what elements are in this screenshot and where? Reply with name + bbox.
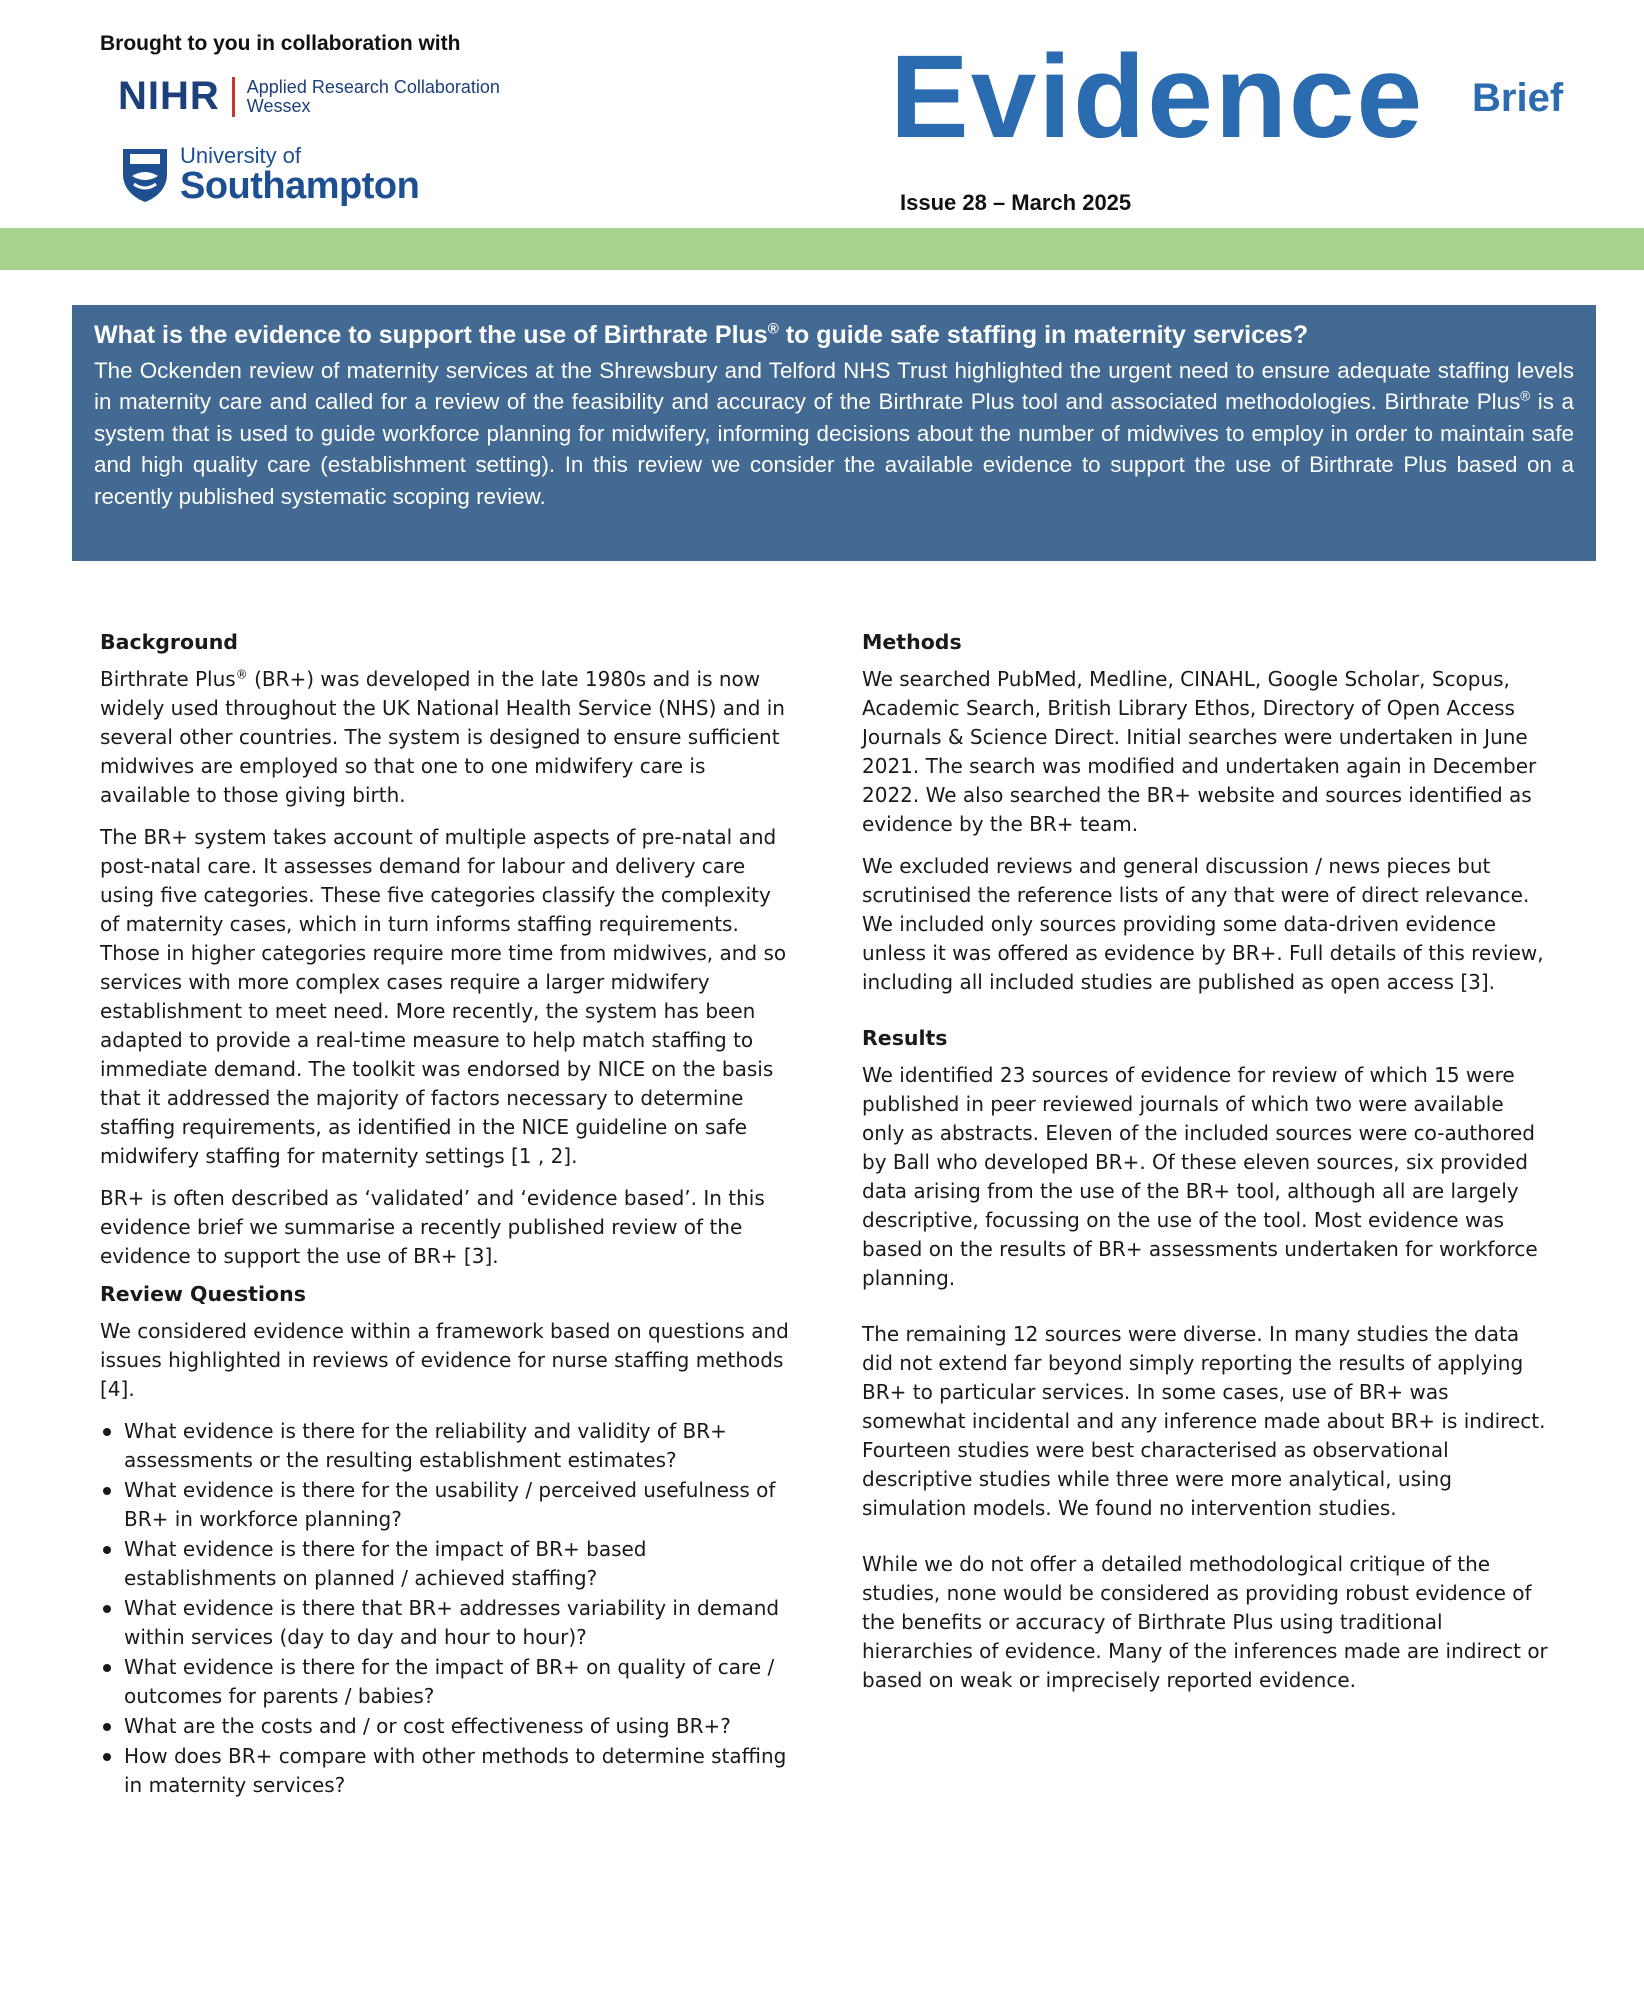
background-paragraph-3: BR+ is often described as ‘validated’ and ‘evidence based’. In this evidence brief we summarise a recently published review of the evidence to support the use of BR+ [3]. <box>100 1186 765 1268</box>
intro-paragraph-part1: The Ockenden review of maternity services at the Shrewsbury and Telford NHS Trust highlighted the urgent need to ensure adequate staffing levels in maternity care and called for a review of the feasibility and accuracy of the Birthrate Plus tool and associated methodologies. Birthrate Plus <box>94 358 1574 415</box>
right-column <box>862 628 1552 1708</box>
registered-mark: ® <box>767 320 779 338</box>
question-text: What evidence is there that BR+ addresses variability in demand within services (day to day and hour to hour)? <box>124 1596 780 1649</box>
question-text: What evidence is there for the impact of BR+ based establishments on planned / achieved staffing? <box>124 1537 647 1590</box>
results-paragraph-1: We identified 23 sources of evidence for review of which 15 were published in peer reviewed journals of which two were available only as abstracts. Eleven of the included sources were co-authored by Ball who developed BR+. Of these eleven sources, six provided data arising from the use of the BR+ tool, although all are largely descriptive, focussing on the use of the tool. Most evidence was based on the results of BR+ assessments undertaken for workforce planning. <box>862 1063 1538 1290</box>
results-paragraph-3: While we do not offer a detailed methodological critique of the studies, none would be considered as providing robust evidence of the benefits or accuracy of Birthrate Plus using traditional hierarchies of evidence. Many of the inferences made are indirect or based on weak or imprecisely reported evidence. <box>862 1552 1548 1692</box>
bg-p1-part1: Birthrate Plus <box>100 667 236 691</box>
spacer <box>862 1306 1552 1320</box>
university-crest-icon <box>120 146 170 204</box>
nihr-logo <box>118 74 500 119</box>
results-paragraph-2: The remaining 12 sources were diverse. In many studies the data did not extend far beyond simply reporting the results of applying BR+ to particular services. In some cases, use of BR+ was somewhat incidental and any inference made about BR+ is indirect. Fourteen studies were best characterised as observational descriptive studies while three were more analytical, using simulation models. We found no intervention studies. <box>862 1322 1546 1520</box>
nihr-subtitle-line2: Wessex <box>246 95 311 116</box>
question-text: What evidence is there for the reliability and validity of BR+ assessments or the resulting establishment estimates? <box>124 1419 727 1472</box>
bullet-icon <box>103 1546 111 1554</box>
intro-paragraph <box>94 355 1574 512</box>
nihr-subtitle <box>247 78 500 116</box>
header-divider-bar <box>0 228 1644 270</box>
results-heading: Results <box>862 1026 948 1050</box>
methods-paragraph-1: We searched PubMed, Medline, CINAHL, Google Scholar, Scopus, Academic Search, British Library Ethos, Directory of Open Access Journals & Science Direct. Initial searches were undertaken in June 2021. The search was modified and undertaken again in December 2022. We also searched the BR+ website and sources identified as evidence by the BR+ team. <box>862 667 1537 836</box>
title-evidence: Evidence <box>890 31 1425 163</box>
methods-paragraph-2: We excluded reviews and general discussion / news pieces but scrutinised the reference lists of any that were of direct relevance. We included only sources providing some data-driven evidence unless it was offered as evidence by BR+. Full details of this review, including all included studies are published as open access [3]. <box>862 854 1544 994</box>
registered-mark: ® <box>1520 388 1531 404</box>
title-brief: Brief <box>1472 76 1564 120</box>
bullet-icon <box>103 1664 111 1672</box>
left-column <box>100 628 790 1801</box>
list-item <box>100 1476 790 1534</box>
university-name: Southampton <box>180 165 420 207</box>
bg-p1-part2: (BR+) was developed in the late 1980s and is now widely used throughout the UK National Health Service (NHS) and in several other countries. The system is designed to ensure sufficient midwives are employed so that one to one midwifery care is available to those giving birth. <box>100 667 785 807</box>
registered-mark: ® <box>235 667 248 682</box>
list-item <box>100 1417 790 1475</box>
spacer <box>862 1010 1552 1024</box>
issue-label: Issue 28 – March 2025 <box>900 190 1132 215</box>
intro-question-part2: to guide safe staffing in maternity services? <box>778 321 1309 349</box>
question-text: What are the costs and / or cost effectiveness of using BR+? <box>124 1714 731 1738</box>
intro-question-part1: What is the evidence to support the use of Birthrate Plus <box>94 321 768 349</box>
nihr-subtitle-line1: Applied Research Collaboration <box>246 76 500 97</box>
list-item <box>100 1535 790 1593</box>
question-text: How does BR+ compare with other methods to determine staffing in maternity services? <box>124 1744 787 1797</box>
bullet-icon <box>103 1723 111 1731</box>
bullet-icon <box>103 1487 111 1495</box>
collaboration-label: Brought to you in collaboration with <box>100 32 461 55</box>
list-item <box>100 1712 790 1741</box>
intro-box <box>72 305 1596 561</box>
nihr-divider <box>232 77 235 117</box>
background-heading: Background <box>100 630 238 654</box>
review-questions-list <box>100 1417 790 1800</box>
list-item <box>100 1742 790 1800</box>
bullet-icon <box>103 1428 111 1436</box>
question-text: What evidence is there for the usability / perceived usefulness of BR+ in workforce planning? <box>124 1478 776 1531</box>
university-of-label: University of <box>180 143 302 168</box>
intro-paragraph-part2: is a system that is used to guide workforce planning for midwifery, informing decisions about the number of midwives to employ in order to maintain safe and high quality care (establishment setting). In this review we consider the available evidence to support the use of Birthrate Plus based on a recently published systematic scoping review. <box>94 389 1574 509</box>
review-questions-heading: Review Questions <box>100 1282 306 1306</box>
bullet-icon <box>103 1753 111 1761</box>
background-paragraph-1 <box>100 665 790 810</box>
methods-heading: Methods <box>862 630 962 654</box>
question-text: What evidence is there for the impact of BR+ on quality of care / outcomes for parents / babies? <box>124 1655 775 1708</box>
intro-question <box>94 317 1574 353</box>
spacer <box>862 1536 1552 1550</box>
review-questions-intro: We considered evidence within a framework based on questions and issues highlighted in reviews of evidence for nurse staffing methods [4]. <box>100 1319 789 1401</box>
nihr-acronym: NIHR <box>118 74 220 118</box>
list-item <box>100 1653 790 1711</box>
university-logo <box>120 145 419 205</box>
bullet-icon <box>103 1605 111 1613</box>
list-item <box>100 1594 790 1652</box>
background-paragraph-2: The BR+ system takes account of multiple aspects of pre-natal and post-natal care. It assesses demand for labour and delivery care using five categories. These five categories classify the complexity of maternity cases, which in turn informs staffing requirements. Those in higher categories require more time from midwives, and so services with more complex cases require a larger midwifery establishment to meet need. More recently, the system has been adapted to provide a real-time measure to help match staffing to immediate demand. The toolkit was endorsed by NICE on the basis that it addressed the majority of factors necessary to determine staffing requirements, as identified in the NICE guideline on safe midwifery staffing for maternity settings [1 , 2]. <box>100 825 787 1168</box>
